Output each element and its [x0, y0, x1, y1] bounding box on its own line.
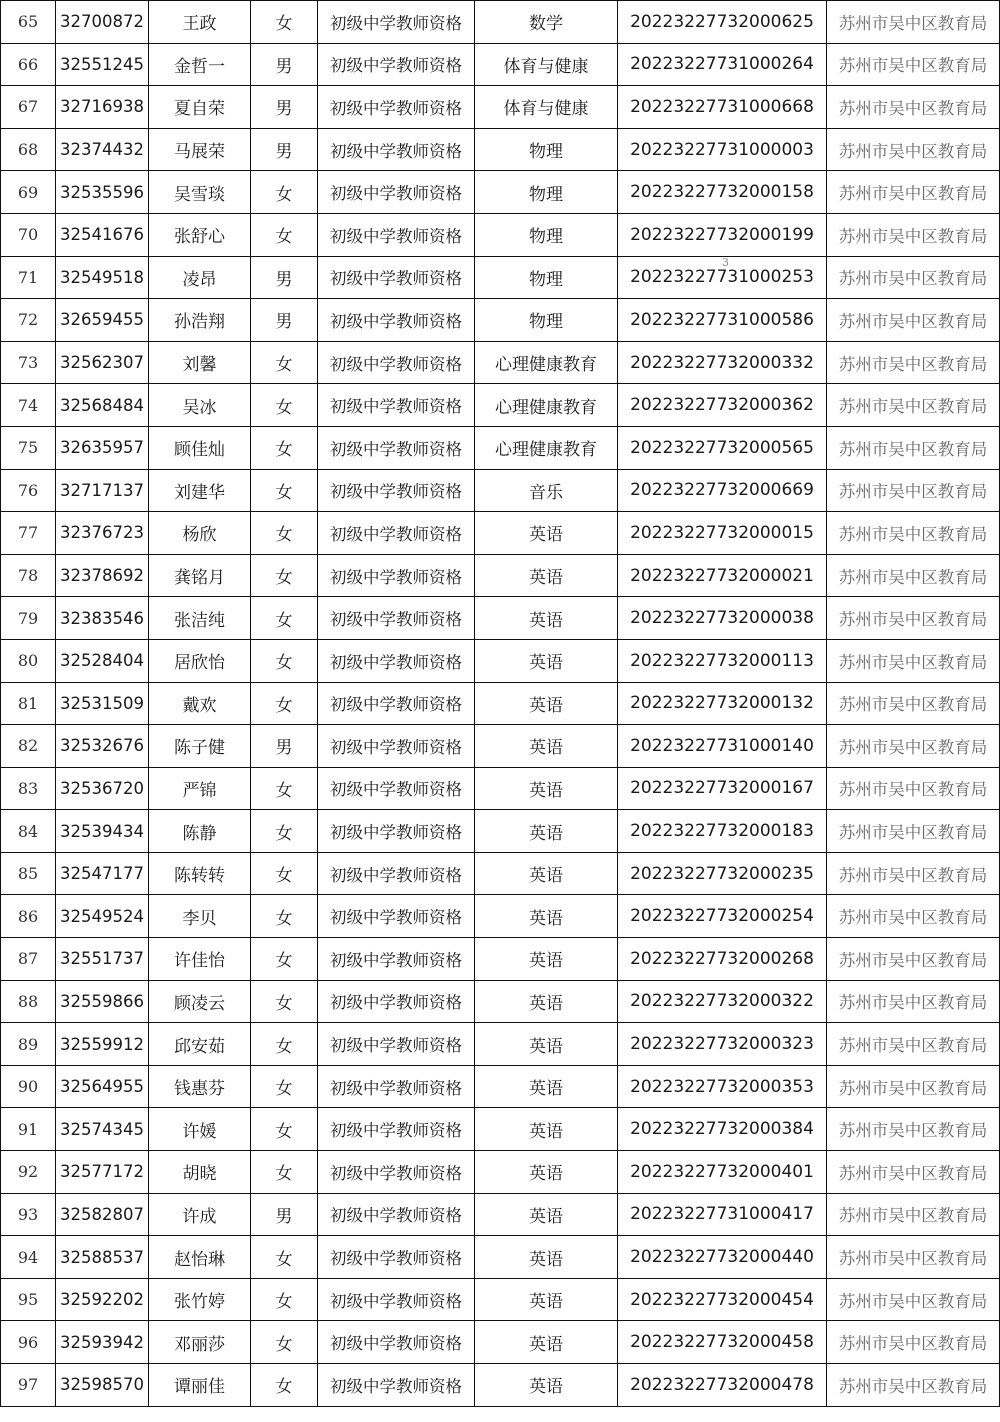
candidate-id-cell: 32532676	[56, 725, 149, 768]
subject-cell: 英语	[475, 1278, 618, 1321]
name-cell: 顾凌云	[149, 980, 251, 1023]
certificate-number-cell: 20223227731000668	[618, 86, 827, 129]
gender-cell: 女	[251, 512, 318, 555]
subject-cell: 体育与健康	[475, 43, 618, 86]
seq-number-cell: 88	[1, 980, 56, 1023]
candidate-id-cell: 32716938	[56, 86, 149, 129]
gender-cell: 女	[251, 171, 318, 214]
issuing-authority-cell: 苏州市吴中区教育局	[827, 1065, 1000, 1108]
issuing-authority-cell: 苏州市吴中区教育局	[827, 1, 1000, 44]
issuing-authority-cell: 苏州市吴中区教育局	[827, 1278, 1000, 1321]
candidate-id-cell: 32635957	[56, 426, 149, 469]
subject-cell: 物理	[475, 256, 618, 299]
subject-cell: 英语	[475, 1065, 618, 1108]
subject-cell: 英语	[475, 682, 618, 725]
seq-number-cell: 97	[1, 1364, 56, 1407]
qualification-cell: 初级中学教师资格	[318, 1278, 475, 1321]
gender-cell: 男	[251, 299, 318, 342]
issuing-authority-cell: 苏州市吴中区教育局	[827, 810, 1000, 853]
table-row	[1, 980, 1000, 1023]
table-row	[1, 725, 1000, 768]
name-cell: 谭丽佳	[149, 1364, 251, 1407]
subject-cell: 英语	[475, 1108, 618, 1151]
subject-cell: 英语	[475, 1364, 618, 1407]
issuing-authority-cell: 苏州市吴中区教育局	[827, 1236, 1000, 1279]
subject-cell: 音乐	[475, 469, 618, 512]
qualification-cell: 初级中学教师资格	[318, 128, 475, 171]
certificate-number-cell: 20223227732000158	[618, 171, 827, 214]
seq-number-cell: 87	[1, 938, 56, 981]
table-row	[1, 469, 1000, 512]
gender-cell: 女	[251, 213, 318, 256]
gender-cell: 女	[251, 895, 318, 938]
candidate-id-cell: 32562307	[56, 341, 149, 384]
subject-cell: 英语	[475, 554, 618, 597]
name-cell: 陈转转	[149, 852, 251, 895]
issuing-authority-cell: 苏州市吴中区教育局	[827, 554, 1000, 597]
table-row	[1, 1278, 1000, 1321]
gender-cell: 男	[251, 43, 318, 86]
subject-cell: 英语	[475, 980, 618, 1023]
name-cell: 吴雪琰	[149, 171, 251, 214]
name-cell: 居欣怡	[149, 639, 251, 682]
seq-number-cell: 85	[1, 852, 56, 895]
certificate-number-cell: 20223227732000565	[618, 426, 827, 469]
certificate-number-cell: 20223227732000454	[618, 1278, 827, 1321]
qualification-cell: 初级中学教师资格	[318, 256, 475, 299]
seq-number-cell: 90	[1, 1065, 56, 1108]
certificate-number-cell: 20223227732000478	[618, 1364, 827, 1407]
issuing-authority-cell: 苏州市吴中区教育局	[827, 852, 1000, 895]
seq-number-cell: 73	[1, 341, 56, 384]
table-body	[1, 1, 1000, 1407]
candidate-id-cell: 32551245	[56, 43, 149, 86]
table-row	[1, 512, 1000, 555]
subject-cell: 英语	[475, 639, 618, 682]
candidate-id-cell: 32559866	[56, 980, 149, 1023]
gender-cell: 女	[251, 554, 318, 597]
issuing-authority-cell: 苏州市吴中区教育局	[827, 1193, 1000, 1236]
qualification-cell: 初级中学教师资格	[318, 469, 475, 512]
certificate-number-cell: 20223227732000167	[618, 767, 827, 810]
name-cell: 邓丽莎	[149, 1321, 251, 1364]
certificate-number-cell: 20223227732000038	[618, 597, 827, 640]
qualification-cell: 初级中学教师资格	[318, 895, 475, 938]
certificate-number-cell: 20223227732000332	[618, 341, 827, 384]
subject-cell: 英语	[475, 597, 618, 640]
name-cell: 钱惠芬	[149, 1065, 251, 1108]
issuing-authority-cell: 苏州市吴中区教育局	[827, 384, 1000, 427]
table-row	[1, 852, 1000, 895]
issuing-authority-cell: 苏州市吴中区教育局	[827, 341, 1000, 384]
candidate-id-cell: 32588537	[56, 1236, 149, 1279]
table-row	[1, 384, 1000, 427]
name-cell: 刘建华	[149, 469, 251, 512]
seq-number-cell: 96	[1, 1321, 56, 1364]
name-cell: 夏自荣	[149, 86, 251, 129]
seq-number-cell: 91	[1, 1108, 56, 1151]
candidate-id-cell: 32598570	[56, 1364, 149, 1407]
subject-cell: 物理	[475, 171, 618, 214]
name-cell: 胡晓	[149, 1151, 251, 1194]
table-row	[1, 171, 1000, 214]
seq-number-cell: 68	[1, 128, 56, 171]
subject-cell: 英语	[475, 895, 618, 938]
seq-number-cell: 86	[1, 895, 56, 938]
name-cell: 陈静	[149, 810, 251, 853]
candidate-id-cell: 32536720	[56, 767, 149, 810]
candidate-id-cell: 32577172	[56, 1151, 149, 1194]
qualification-cell: 初级中学教师资格	[318, 299, 475, 342]
seq-number-cell: 83	[1, 767, 56, 810]
issuing-authority-cell: 苏州市吴中区教育局	[827, 299, 1000, 342]
seq-number-cell: 70	[1, 213, 56, 256]
name-cell: 张舒心	[149, 213, 251, 256]
certificate-number-cell: 20223227732000199	[618, 213, 827, 256]
candidate-id-cell: 32717137	[56, 469, 149, 512]
subject-cell: 物理	[475, 213, 618, 256]
gender-cell: 女	[251, 426, 318, 469]
issuing-authority-cell: 苏州市吴中区教育局	[827, 895, 1000, 938]
table-row	[1, 1065, 1000, 1108]
gender-cell: 女	[251, 1151, 318, 1194]
certificate-number-cell: 20223227731000253	[618, 256, 827, 299]
gender-cell: 女	[251, 1364, 318, 1407]
qualification-cell: 初级中学教师资格	[318, 426, 475, 469]
certificate-number-cell: 20223227732000401	[618, 1151, 827, 1194]
name-cell: 王政	[149, 1, 251, 44]
certificate-number-cell: 20223227732000268	[618, 938, 827, 981]
gender-cell: 女	[251, 1278, 318, 1321]
seq-number-cell: 75	[1, 426, 56, 469]
name-cell: 张洁纯	[149, 597, 251, 640]
issuing-authority-cell: 苏州市吴中区教育局	[827, 128, 1000, 171]
qualification-cell: 初级中学教师资格	[318, 171, 475, 214]
qualification-cell: 初级中学教师资格	[318, 1193, 475, 1236]
subject-cell: 物理	[475, 299, 618, 342]
issuing-authority-cell: 苏州市吴中区教育局	[827, 469, 1000, 512]
gender-cell: 女	[251, 810, 318, 853]
subject-cell: 心理健康教育	[475, 426, 618, 469]
certificate-number-cell: 20223227732000323	[618, 1023, 827, 1066]
seq-number-cell: 89	[1, 1023, 56, 1066]
table-row	[1, 1236, 1000, 1279]
issuing-authority-cell: 苏州市吴中区教育局	[827, 213, 1000, 256]
qualification-cell: 初级中学教师资格	[318, 639, 475, 682]
seq-number-cell: 76	[1, 469, 56, 512]
gender-cell: 女	[251, 682, 318, 725]
issuing-authority-cell: 苏州市吴中区教育局	[827, 171, 1000, 214]
seq-number-cell: 74	[1, 384, 56, 427]
qualification-cell: 初级中学教师资格	[318, 86, 475, 129]
issuing-authority-cell: 苏州市吴中区教育局	[827, 86, 1000, 129]
subject-cell: 心理健康教育	[475, 384, 618, 427]
certificate-number-cell: 20223227732000113	[618, 639, 827, 682]
subject-cell: 物理	[475, 128, 618, 171]
table-row	[1, 426, 1000, 469]
seq-number-cell: 69	[1, 171, 56, 214]
qualification-cell: 初级中学教师资格	[318, 1, 475, 44]
qualification-cell: 初级中学教师资格	[318, 597, 475, 640]
table-row	[1, 1, 1000, 44]
candidate-id-cell: 32574345	[56, 1108, 149, 1151]
name-cell: 严锦	[149, 767, 251, 810]
subject-cell: 英语	[475, 1151, 618, 1194]
name-cell: 许佳怡	[149, 938, 251, 981]
table-row	[1, 767, 1000, 810]
certificate-number-cell: 20223227731000140	[618, 725, 827, 768]
gender-cell: 男	[251, 1193, 318, 1236]
gender-cell: 女	[251, 1236, 318, 1279]
issuing-authority-cell: 苏州市吴中区教育局	[827, 43, 1000, 86]
certificate-number-cell: 20223227732000132	[618, 682, 827, 725]
candidate-id-cell: 32592202	[56, 1278, 149, 1321]
gender-cell: 女	[251, 1108, 318, 1151]
qualification-cell: 初级中学教师资格	[318, 512, 475, 555]
table-row	[1, 43, 1000, 86]
seq-number-cell: 93	[1, 1193, 56, 1236]
qualification-cell: 初级中学教师资格	[318, 1023, 475, 1066]
qualification-cell: 初级中学教师资格	[318, 767, 475, 810]
certificate-number-cell: 20223227732000235	[618, 852, 827, 895]
candidate-id-cell: 32700872	[56, 1, 149, 44]
table-row	[1, 810, 1000, 853]
gender-cell: 女	[251, 767, 318, 810]
seq-number-cell: 65	[1, 1, 56, 44]
page-number: 3	[722, 256, 729, 269]
candidate-id-cell: 32659455	[56, 299, 149, 342]
candidate-id-cell: 32535596	[56, 171, 149, 214]
name-cell: 许媛	[149, 1108, 251, 1151]
subject-cell: 数学	[475, 1, 618, 44]
table-row	[1, 1364, 1000, 1407]
seq-number-cell: 79	[1, 597, 56, 640]
subject-cell: 心理健康教育	[475, 341, 618, 384]
name-cell: 金哲一	[149, 43, 251, 86]
gender-cell: 女	[251, 1, 318, 44]
seq-number-cell: 80	[1, 639, 56, 682]
qualification-cell: 初级中学教师资格	[318, 213, 475, 256]
candidate-id-cell: 32539434	[56, 810, 149, 853]
qualification-cell: 初级中学教师资格	[318, 725, 475, 768]
issuing-authority-cell: 苏州市吴中区教育局	[827, 1321, 1000, 1364]
subject-cell: 英语	[475, 938, 618, 981]
qualification-cell: 初级中学教师资格	[318, 1364, 475, 1407]
seq-number-cell: 95	[1, 1278, 56, 1321]
issuing-authority-cell: 苏州市吴中区教育局	[827, 725, 1000, 768]
table-row	[1, 938, 1000, 981]
gender-cell: 男	[251, 128, 318, 171]
gender-cell: 女	[251, 1065, 318, 1108]
name-cell: 戴欢	[149, 682, 251, 725]
issuing-authority-cell: 苏州市吴中区教育局	[827, 767, 1000, 810]
candidate-id-cell: 32593942	[56, 1321, 149, 1364]
certificate-number-cell: 20223227731000586	[618, 299, 827, 342]
seq-number-cell: 66	[1, 43, 56, 86]
gender-cell: 女	[251, 469, 318, 512]
qualification-cell: 初级中学教师资格	[318, 810, 475, 853]
name-cell: 顾佳灿	[149, 426, 251, 469]
qualification-cell: 初级中学教师资格	[318, 852, 475, 895]
issuing-authority-cell: 苏州市吴中区教育局	[827, 682, 1000, 725]
issuing-authority-cell: 苏州市吴中区教育局	[827, 639, 1000, 682]
table-row	[1, 1193, 1000, 1236]
certificate-number-cell: 20223227732000458	[618, 1321, 827, 1364]
seq-number-cell: 71	[1, 256, 56, 299]
certificate-number-cell: 20223227731000003	[618, 128, 827, 171]
seq-number-cell: 92	[1, 1151, 56, 1194]
seq-number-cell: 72	[1, 299, 56, 342]
gender-cell: 女	[251, 938, 318, 981]
candidate-id-cell: 32531509	[56, 682, 149, 725]
seq-number-cell: 82	[1, 725, 56, 768]
name-cell: 赵怡琳	[149, 1236, 251, 1279]
candidate-id-cell: 32376723	[56, 512, 149, 555]
gender-cell: 女	[251, 384, 318, 427]
certificate-number-cell: 20223227732000362	[618, 384, 827, 427]
issuing-authority-cell: 苏州市吴中区教育局	[827, 512, 1000, 555]
qualification-cell: 初级中学教师资格	[318, 682, 475, 725]
table-row	[1, 1151, 1000, 1194]
qualification-cell: 初级中学教师资格	[318, 980, 475, 1023]
qualification-cell: 初级中学教师资格	[318, 384, 475, 427]
candidate-id-cell: 32378692	[56, 554, 149, 597]
table-row	[1, 1321, 1000, 1364]
table-row	[1, 86, 1000, 129]
gender-cell: 女	[251, 341, 318, 384]
qualification-cell: 初级中学教师资格	[318, 938, 475, 981]
subject-cell: 英语	[475, 1193, 618, 1236]
name-cell: 刘馨	[149, 341, 251, 384]
qualification-cell: 初级中学教师资格	[318, 554, 475, 597]
gender-cell: 女	[251, 852, 318, 895]
name-cell: 龚铭月	[149, 554, 251, 597]
issuing-authority-cell: 苏州市吴中区教育局	[827, 1364, 1000, 1407]
name-cell: 杨欣	[149, 512, 251, 555]
table-row	[1, 1023, 1000, 1066]
candidate-id-cell: 32582807	[56, 1193, 149, 1236]
certificate-number-cell: 20223227732000015	[618, 512, 827, 555]
subject-cell: 英语	[475, 767, 618, 810]
subject-cell: 英语	[475, 1023, 618, 1066]
seq-number-cell: 78	[1, 554, 56, 597]
table-row	[1, 554, 1000, 597]
table-row	[1, 299, 1000, 342]
name-cell: 李贝	[149, 895, 251, 938]
table-row	[1, 597, 1000, 640]
table-row	[1, 341, 1000, 384]
table-row	[1, 213, 1000, 256]
certificate-number-cell: 20223227732000384	[618, 1108, 827, 1151]
subject-cell: 英语	[475, 852, 618, 895]
table-row	[1, 895, 1000, 938]
subject-cell: 英语	[475, 1236, 618, 1279]
name-cell: 陈子健	[149, 725, 251, 768]
table-row	[1, 128, 1000, 171]
name-cell: 许成	[149, 1193, 251, 1236]
certificate-number-cell: 20223227731000417	[618, 1193, 827, 1236]
candidate-id-cell: 32547177	[56, 852, 149, 895]
seq-number-cell: 81	[1, 682, 56, 725]
issuing-authority-cell: 苏州市吴中区教育局	[827, 597, 1000, 640]
name-cell: 孙浩翔	[149, 299, 251, 342]
issuing-authority-cell: 苏州市吴中区教育局	[827, 426, 1000, 469]
gender-cell: 女	[251, 597, 318, 640]
gender-cell: 男	[251, 725, 318, 768]
candidate-id-cell: 32559912	[56, 1023, 149, 1066]
table-row	[1, 256, 1000, 299]
candidate-id-cell: 32383546	[56, 597, 149, 640]
issuing-authority-cell: 苏州市吴中区教育局	[827, 1108, 1000, 1151]
certificate-number-cell: 20223227732000440	[618, 1236, 827, 1279]
name-cell: 张竹婷	[149, 1278, 251, 1321]
issuing-authority-cell: 苏州市吴中区教育局	[827, 1151, 1000, 1194]
name-cell: 马展荣	[149, 128, 251, 171]
issuing-authority-cell: 苏州市吴中区教育局	[827, 1023, 1000, 1066]
qualification-cell: 初级中学教师资格	[318, 1065, 475, 1108]
name-cell: 凌昂	[149, 256, 251, 299]
gender-cell: 女	[251, 1321, 318, 1364]
certificate-number-cell: 20223227732000353	[618, 1065, 827, 1108]
table-row	[1, 639, 1000, 682]
issuing-authority-cell: 苏州市吴中区教育局	[827, 256, 1000, 299]
issuing-authority-cell: 苏州市吴中区教育局	[827, 938, 1000, 981]
gender-cell: 女	[251, 1023, 318, 1066]
candidate-id-cell: 32541676	[56, 213, 149, 256]
certificate-number-cell: 20223227732000322	[618, 980, 827, 1023]
subject-cell: 体育与健康	[475, 86, 618, 129]
candidate-id-cell: 32374432	[56, 128, 149, 171]
seq-number-cell: 77	[1, 512, 56, 555]
seq-number-cell: 94	[1, 1236, 56, 1279]
qualification-cell: 初级中学教师资格	[318, 43, 475, 86]
candidate-id-cell: 32564955	[56, 1065, 149, 1108]
qualification-cell: 初级中学教师资格	[318, 341, 475, 384]
certificate-number-cell: 20223227731000264	[618, 43, 827, 86]
certificate-number-cell: 20223227732000254	[618, 895, 827, 938]
gender-cell: 男	[251, 256, 318, 299]
certificate-number-cell: 20223227732000669	[618, 469, 827, 512]
issuing-authority-cell: 苏州市吴中区教育局	[827, 980, 1000, 1023]
candidate-id-cell: 32549524	[56, 895, 149, 938]
table-row	[1, 682, 1000, 725]
qualification-cell: 初级中学教师资格	[318, 1236, 475, 1279]
subject-cell: 英语	[475, 512, 618, 555]
subject-cell: 英语	[475, 810, 618, 853]
qualification-cell: 初级中学教师资格	[318, 1321, 475, 1364]
certificate-number-cell: 20223227732000183	[618, 810, 827, 853]
qualification-cell: 初级中学教师资格	[318, 1151, 475, 1194]
subject-cell: 英语	[475, 725, 618, 768]
candidate-id-cell: 32551737	[56, 938, 149, 981]
name-cell: 吴冰	[149, 384, 251, 427]
gender-cell: 女	[251, 639, 318, 682]
candidate-id-cell: 32568484	[56, 384, 149, 427]
subject-cell: 英语	[475, 1321, 618, 1364]
candidate-id-cell: 32549518	[56, 256, 149, 299]
certificate-number-cell: 20223227732000625	[618, 1, 827, 44]
certificate-number-cell: 20223227732000021	[618, 554, 827, 597]
gender-cell: 女	[251, 980, 318, 1023]
name-cell: 邱安茹	[149, 1023, 251, 1066]
seq-number-cell: 67	[1, 86, 56, 129]
seq-number-cell: 84	[1, 810, 56, 853]
qualification-cell: 初级中学教师资格	[318, 1108, 475, 1151]
table-row	[1, 1108, 1000, 1151]
candidate-id-cell: 32528404	[56, 639, 149, 682]
gender-cell: 男	[251, 86, 318, 129]
